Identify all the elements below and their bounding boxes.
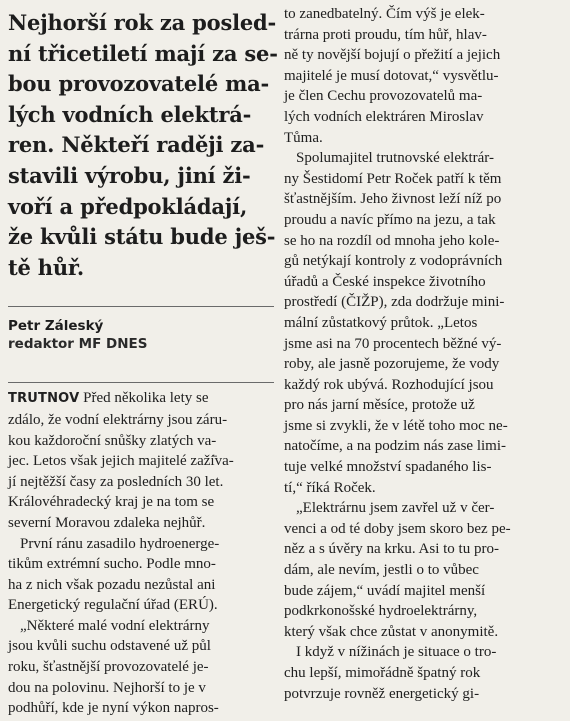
body-line: ha z nich však pozadu nezůstal ani bbox=[8, 576, 216, 593]
lead-line: že kvůli státu bude ješ- bbox=[8, 224, 276, 250]
body-line: je člen Cechu provozovatelů ma- bbox=[284, 88, 483, 105]
body-line: tikům extrémní sucho. Podle mno- bbox=[8, 556, 216, 573]
body-line: jsme si zvykli, že v létě toho moc ne- bbox=[284, 417, 508, 434]
body-line: Před několika lety se bbox=[79, 390, 209, 407]
body-line: „Elektrárnu jsem zavřel už v čer- bbox=[296, 500, 495, 517]
body-line: Tůma. bbox=[284, 129, 323, 146]
body-line: jec. Letos však jejich majitelé zaží̄va- bbox=[8, 453, 234, 470]
body-line: roby, ale jasně pozorujeme, že vody bbox=[284, 356, 500, 373]
right-column bbox=[284, 0, 560, 704]
body-line: prostředí (ČIŽP), zda dodržuje mini- bbox=[284, 294, 505, 311]
body-line: zdálo, že vodní elektrárny jsou záru- bbox=[8, 411, 228, 428]
body-line: gů netýkají kontroly z vodoprávních bbox=[284, 253, 503, 270]
body-line: se ho na rozdíl od mnoha jeho kole- bbox=[284, 232, 500, 249]
body-line: jí nejtěžší časy za posledních 30 let. bbox=[8, 473, 224, 490]
lead-line: lých vodních elektrá- bbox=[8, 101, 252, 127]
body-line: venci a od té doby jsem skoro bez pe- bbox=[284, 520, 511, 537]
body-line: proudu a navíc přímo na jezu, a tak bbox=[284, 211, 496, 228]
author-role: redaktor MF DNES bbox=[8, 336, 148, 353]
body-line: I když v nížinách je situace o tro- bbox=[296, 644, 497, 661]
body-line: který však chce zůstat v anonymitě. bbox=[284, 623, 499, 640]
lead-line: Nejhorší rok za posled- bbox=[8, 10, 277, 35]
left-column bbox=[8, 0, 278, 719]
body-line: majitelé je musí dotovat,“ vysvětlu- bbox=[284, 67, 499, 84]
body-line: První ránu zasadilo hydroenerge- bbox=[20, 535, 220, 552]
body-line: Spolumajitel trutnovské elektrár- bbox=[296, 150, 494, 167]
divider bbox=[8, 382, 274, 383]
body-line: mální zůstatkový průtok. „Letos bbox=[284, 314, 478, 331]
divider bbox=[8, 306, 274, 307]
body-line: podkrkonošské hydroelektrárny, bbox=[284, 603, 478, 620]
body-line: to zanedbatelný. Čím výš je elek- bbox=[284, 6, 485, 22]
body-text-left bbox=[8, 388, 274, 719]
lead-line: tě hůř. bbox=[8, 254, 84, 280]
body-line: šťastnějším. Jeho živnost leží níž po bbox=[284, 191, 502, 208]
body-line: tuje velké množství spadaného lis- bbox=[284, 459, 492, 476]
body-line: bude zájem,“ uvádí majitel menší bbox=[284, 582, 486, 599]
byline bbox=[8, 317, 274, 353]
lead-line: ren. Někteří raději za- bbox=[8, 132, 265, 158]
article-lead bbox=[8, 0, 278, 283]
body-line: severní Moravou zdaleka nejhůř. bbox=[8, 514, 206, 531]
lead-line: voří a předpokládají, bbox=[8, 193, 248, 219]
body-line: jsou kvůli suchu odstavené už půl bbox=[8, 638, 211, 655]
body-line: chu lepší, mimořádně špatný rok bbox=[284, 665, 481, 681]
body-line: tí,“ říká Roček. bbox=[284, 479, 376, 496]
dateline: TRUTNOV bbox=[8, 391, 80, 407]
body-line: něz a s úvěry na krku. Asi to tu pro- bbox=[284, 541, 499, 558]
body-line: ny Šestidomí Petr Roček patří k těm bbox=[284, 170, 502, 187]
body-line: Energetický regulační úřad (ERÚ). bbox=[8, 597, 218, 614]
body-line: roku, šťastnější provozovatelé je- bbox=[8, 659, 209, 676]
body-line: natočíme, a na podzim nás zase limi- bbox=[284, 438, 507, 455]
body-line: kou každoroční snůšky zlatých va- bbox=[8, 432, 217, 449]
body-line: každý rok ubývá. Rozhodující jsou bbox=[284, 376, 494, 393]
author-name: Petr Záleský bbox=[8, 318, 104, 335]
body-text-right bbox=[284, 4, 560, 704]
body-line: ně ty novější bojují o přežití a jejich bbox=[284, 47, 501, 64]
body-line: dou na polovinu. Nejhorší to je v bbox=[8, 679, 206, 696]
body-line: úřadů a České inspekce životního bbox=[284, 273, 486, 290]
body-line: dám, ale nevím, jestli o to vůbec bbox=[284, 562, 479, 579]
lead-line: bou provozovatelé ma- bbox=[8, 71, 270, 97]
body-line: trárna proti proudu, tím hůř, hlav- bbox=[284, 26, 487, 43]
body-line: jsme asi na 70 procentech běžné vý- bbox=[284, 335, 502, 352]
body-line: lých vodních elektráren Miroslav bbox=[284, 108, 484, 125]
body-line: potvrzuje rovněž energetický gi- bbox=[284, 685, 480, 702]
body-line: Královéhradecký kraj je na tom se bbox=[8, 494, 215, 511]
lead-line: ní třicetiletí mají za se- bbox=[8, 40, 278, 66]
body-line: pro nás jarní měsíce, protože už bbox=[284, 397, 475, 414]
body-line: podhůří, kde je nyní výkon napros- bbox=[8, 700, 219, 717]
lead-line: stavili výrobu, jiní ži- bbox=[8, 162, 251, 188]
body-line: „Některé malé vodní elektrárny bbox=[20, 617, 210, 634]
